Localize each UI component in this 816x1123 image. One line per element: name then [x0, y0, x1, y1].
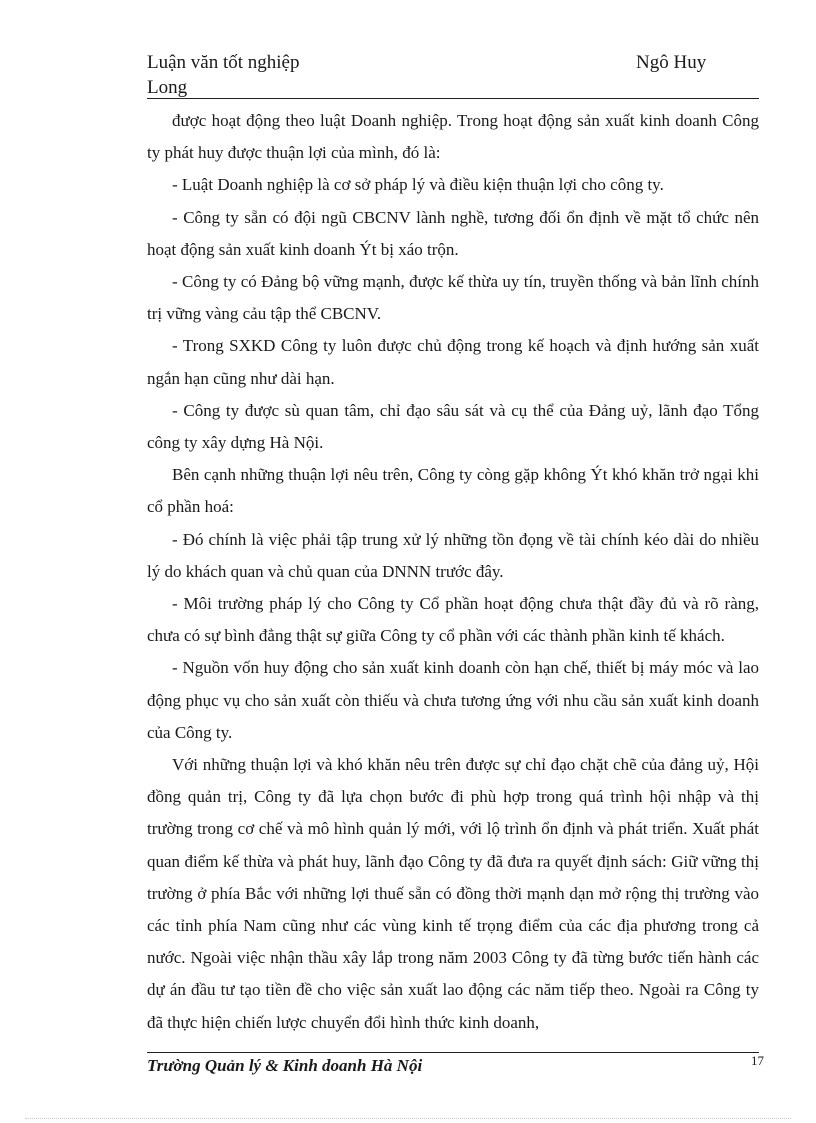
header-author: Ngô Huy: [636, 52, 707, 73]
page-number: 17: [751, 1053, 764, 1068]
paragraph: được hoạt động theo luật Doanh nghiệp. Trong hoạt động sản xuất kinh doanh Công ty phát huy được thuận lợi của mình, đó là:: [147, 111, 759, 163]
paragraph: - Công ty được sù quan tâm, chỉ đạo sâu sát và cụ thể của Đảng uỷ, lãnh đạo Tổng công ty xây dựng Hà Nội.: [147, 400, 759, 453]
paragraph: - Nguồn vốn huy động cho sản xuất kinh doanh còn hạn chế, thiết bị máy móc và lao động phục vụ cho sản xuất còn thiếu và chưa tương ứng với nhu cầu sản xuất kinh doanh của Công ty.: [147, 658, 759, 742]
paragraph: - Công ty sẵn có đội ngũ CBCNV lành nghề, tương đối ổn định về mặt tổ chức nên hoạt động sản xuất kinh doanh Ýt bị xáo trộn.: [147, 207, 759, 259]
paragraph: - Đó chính là việc phải tập trung xử lý những tồn đọng về tài chính kéo dài do nhiều lý do khách quan và chủ quan của DNNN trước đây.: [147, 529, 759, 581]
header-title-line-2: Long: [147, 77, 188, 98]
document-body: [147, 105, 759, 1039]
header-divider: [147, 98, 759, 99]
page-bottom-edge: [25, 1118, 791, 1119]
paragraph: - Trong SXKD Công ty luôn được chủ động trong kế hoạch và định hướng sản xuất ngắn hạn cũng như dài hạn.: [147, 336, 759, 388]
header-thesis-title: [147, 50, 300, 100]
paragraph: - Công ty có Đảng bộ vững mạnh, được kế thừa uy tín, truyền thống và bản lĩnh chính trị vững vàng cảu tập thể CBCNV.: [147, 272, 759, 324]
paragraph: - Luật Doanh nghiệp là cơ sở pháp lý và điều kiện thuận lợi cho công ty.: [172, 175, 664, 195]
footer-divider: [147, 1052, 759, 1053]
paragraph: - Môi trường pháp lý cho Công ty Cổ phần hoạt động chưa thật đầy đủ và rõ ràng, chưa có sự bình đẳng thật sự giữa Công ty cổ phần với các thành phần kinh tế khách.: [147, 594, 759, 646]
paragraph: Với những thuận lợi và khó khăn nêu trên được sự chỉ đạo chặt chẽ của đảng uỷ, Hội đồng quản trị, Công ty đã lựa chọn bước đi phù hợp trong quá trình hội nhập và thị trường trong cơ chế và mô hình quản lý mới, với lộ trình ổn định và phát triển. Xuất phát quan điểm kế thừa và phát huy, lãnh đạo Công ty đã đưa ra quyết định sách: Giữ vững thị trường ở phía Bắc với những lợi thuế sẵn có đồng thời mạnh dạn mở rộng thị trường vào các tỉnh phía Nam cũng như các vùng kinh tế trọng điểm của các địa phương trong cả nước. Ngoài việc nhận thầu xây lắp trong năm 2003 Công ty đã từng bước tiến hành các dự án đầu tư tạo tiền đề cho việc sản xuất lao động các năm tiếp theo. Ngoài ra Công ty đã thực hiện chiến lược chuyển đổi hình thức kinh doanh,: [147, 755, 759, 1032]
footer-school-name: Trường Quản lý & Kinh doanh Hà Nội: [147, 1056, 423, 1075]
paragraph: Bên cạnh những thuận lợi nêu trên, Công ty còng gặp không Ýt khó khăn trở ngại khi cổ phần hoá:: [147, 465, 759, 517]
header-title-line-1: Luận văn tốt nghiệp: [147, 52, 300, 73]
